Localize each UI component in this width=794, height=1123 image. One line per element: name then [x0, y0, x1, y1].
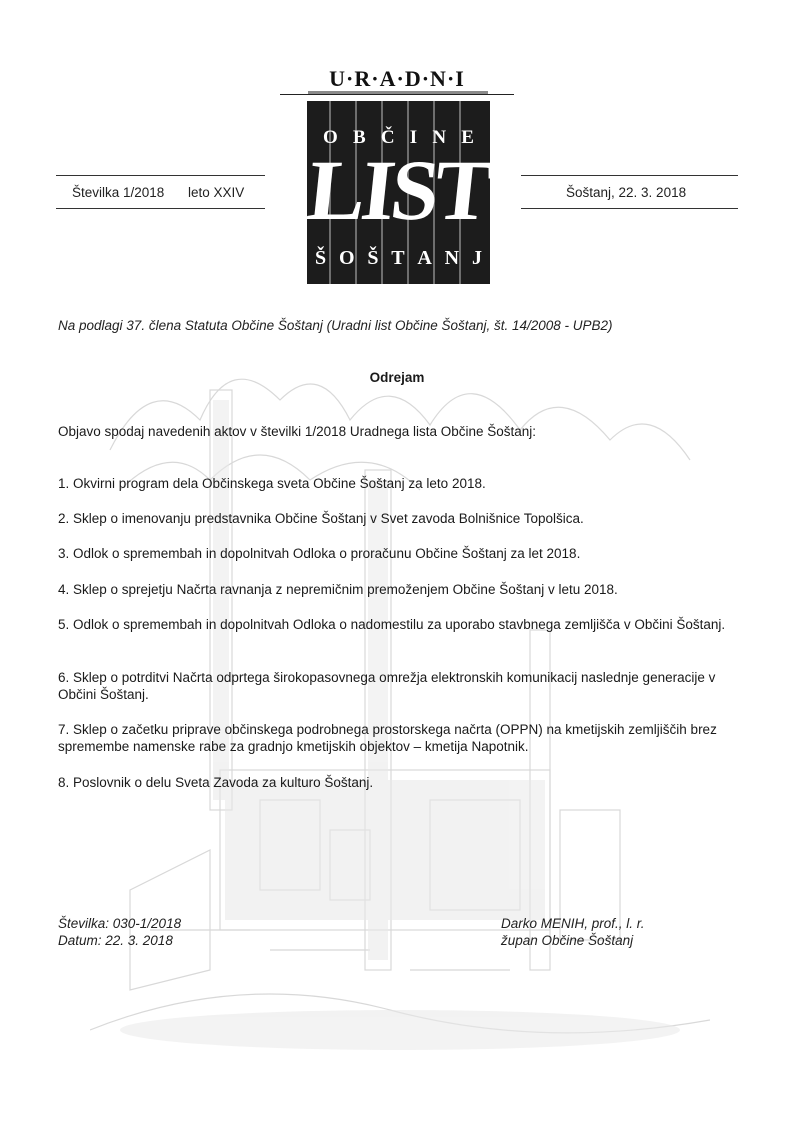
legal-basis-intro: Na podlagi 37. člena Statuta Občine Šoštanj (Uradni list Občine Šoštanj, št. 14/2008 - UPB2)	[58, 318, 613, 333]
logo-top-word: O B Č I N E	[323, 127, 474, 148]
list-item: 8. Poslovnik o delu Sveta Zavoda za kulturo Šoštanj.	[58, 775, 374, 790]
masthead-rule	[280, 94, 514, 95]
logo-bottom-word: Š O Š T A N J	[315, 247, 482, 269]
header-right-rule-top	[521, 175, 738, 176]
logo-main-word: LIST	[303, 142, 494, 238]
masthead-title: U·R·A·D·N·I	[329, 66, 465, 91]
list-item: 2. Sklep o imenovanju predstavnika Občine Šoštanj v Svet zavoda Bolnišnice Topolšica.	[58, 511, 584, 526]
header-left-rule-top	[56, 175, 265, 176]
list-item: 1. Okvirni program dela Občinskega sveta Občine Šoštanj za leto 2018.	[58, 476, 486, 491]
header-right-rule-bottom	[521, 208, 738, 209]
list-item: 5. Odlok o spremembah in dopolnitvah Odloka o nadomestilu za uporabo stavbnega zemljišča v Občini Šoštanj.	[58, 617, 726, 632]
place-date: Šoštanj, 22. 3. 2018	[566, 185, 687, 200]
list-item: 6. Sklep o potrditvi Načrta odprtega širokopasovnega omrežja elektronskih komunikacij naslednje generacije v Občini Šoštanj.	[58, 670, 716, 702]
document-number: Številka: 030-1/2018	[58, 916, 182, 931]
header-left-rule-bottom	[56, 208, 265, 209]
list-item: 7. Sklep o začetku priprave občinskega podrobnega prostorskega načrta (OPPN) na kmetijskih zemljiščih brez spremembe namenske rabe za gradnjo kmetijskih objektov – kmetija Napotnik.	[58, 722, 717, 754]
issue-number: Številka 1/2018	[72, 185, 165, 200]
lead-sentence: Objavo spodaj navedenih aktov v številki 1/2018 Uradnega lista Občine Šoštanj:	[58, 424, 537, 439]
document-date: Datum: 22. 3. 2018	[58, 933, 173, 948]
volume-year: leto XXIV	[188, 185, 245, 200]
signer-name: Darko MENIH, prof., l. r.	[501, 916, 645, 931]
official-gazette-logo	[303, 101, 494, 284]
signer-title: župan Občine Šoštanj	[501, 933, 634, 948]
list-item: 3. Odlok o spremembah in dopolnitvah Odloka o proračunu Občine Šoštanj za let 2018.	[58, 546, 581, 561]
document-heading: Odrejam	[369, 370, 425, 385]
list-item: 4. Sklep o sprejetju Načrta ravnanja z nepremičnim premoženjem Občine Šoštanj v letu 2018.	[58, 582, 618, 597]
